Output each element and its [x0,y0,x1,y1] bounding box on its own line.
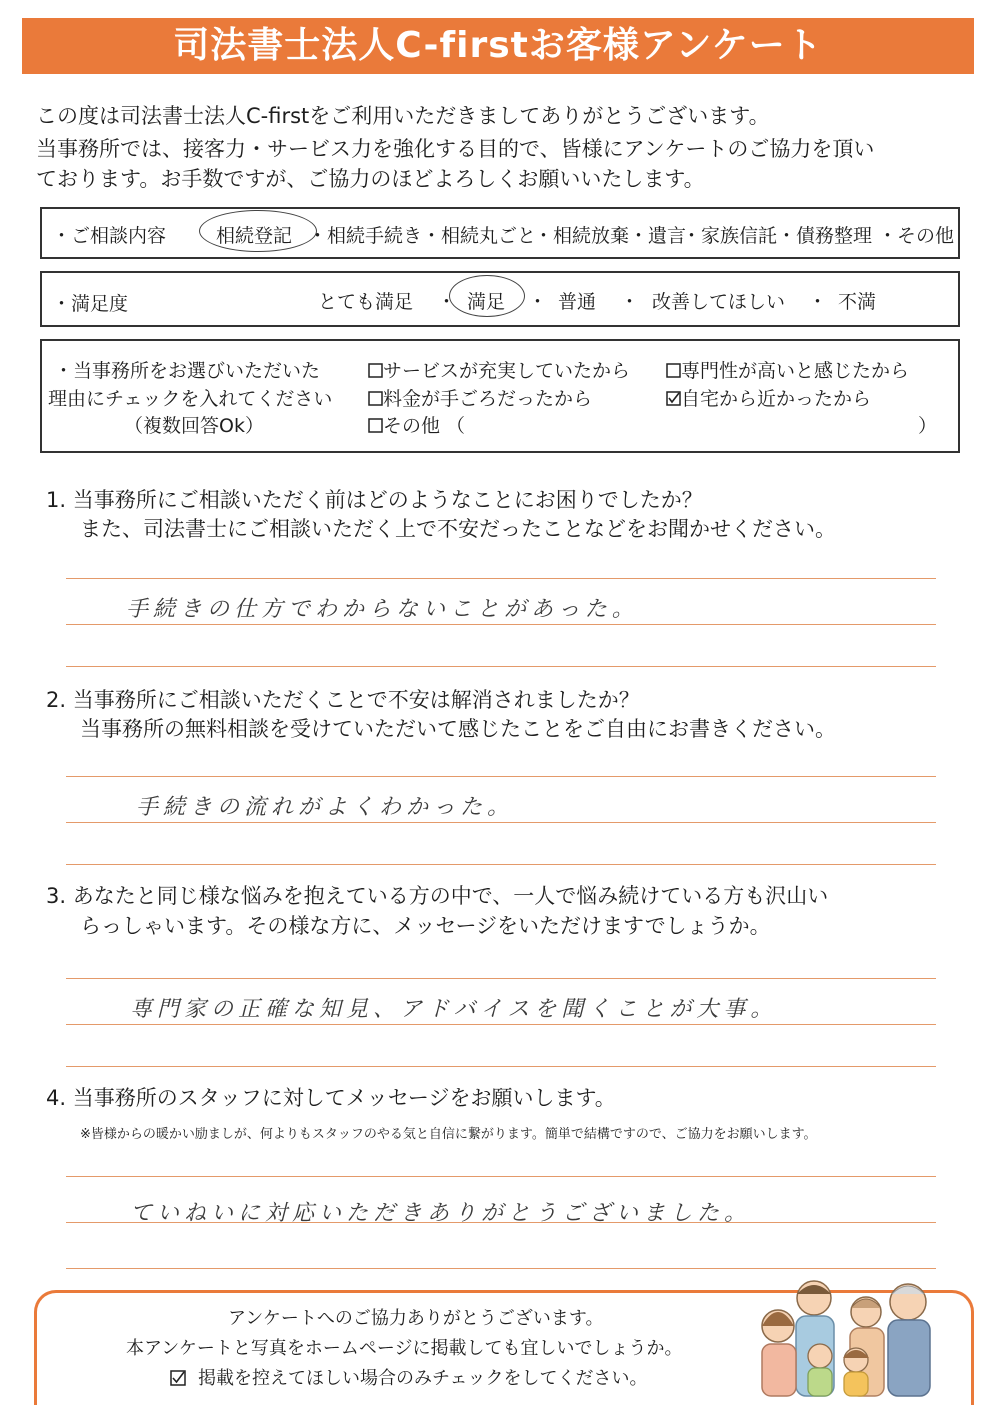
intro-line-1: この度は司法書士法人C-firstをご利用いただきましてありがとうございます。 [36,104,770,128]
separator: ・ [528,291,548,313]
satisfaction-label: ・満足度 [52,293,129,315]
footer-check-label: 掲載を控えてほしい場合のみチェックをしてください。 [198,1368,648,1389]
answer-rule [66,864,936,865]
satisfaction-option[interactable]: 改善してほしい [652,291,786,313]
question-1-line-2: また、司法書士にご相談いただく上で不安だったことなどをお聞かせください。 [80,517,836,541]
footer-line-2: 本アンケートと写真をホームページに掲載しても宜しいでしょうか。 [126,1338,683,1359]
checked-checkbox-icon [170,1370,186,1386]
answer-rule [66,1066,936,1067]
reason-label-3: （複数回答Ok） [124,415,264,437]
other-close-paren: ） [918,415,938,437]
checkbox-icon [368,363,383,378]
answer-rule [66,624,936,625]
separator: ・ [437,291,457,313]
consult-option[interactable]: ・家族信託 [682,225,778,247]
reason-checkbox-label: その他 （ [383,415,466,437]
answer-rule [66,978,936,979]
answer-rule [66,1176,936,1177]
reason-checkbox[interactable] [368,411,465,438]
header-banner [22,18,974,74]
reason-checkbox-label: 自宅から近かったから [681,388,872,410]
checkbox-icon [666,363,681,378]
satisfaction-option[interactable]: 不満 [838,291,877,313]
checkbox-icon [368,391,383,406]
question-3-line-2: らっしゃいます。その様な方に、メッセージをいただけますでしょうか。 [80,914,771,938]
question-1-line-1: 1. 当事務所にご相談いただく前はどのようなことにお困りでしたか？ [46,488,703,512]
answer-rule [66,822,936,823]
reason-checkbox-label: サービスが充実していたから [383,360,631,382]
answer-rule [66,1222,936,1223]
question-4-line-1: 4. 当事務所のスタッフに対してメッセージをお願いします。 [46,1086,616,1110]
consult-option[interactable]: ・相続手続き [308,225,423,247]
answer-rule [66,578,936,579]
question-2-line-2: 当事務所の無料相談を受けていただいて感じたことをご自由にお書きください。 [80,717,836,741]
satisfaction-option[interactable]: 普通 [558,291,597,313]
consult-option[interactable]: ・その他 [878,225,955,247]
reason-checkbox[interactable] [368,356,630,383]
satisfaction-box [40,271,960,327]
reason-checkbox-label: 料金が手ごろだったから [383,388,593,410]
checked-checkbox-icon [666,391,681,406]
answer-rule [66,1024,936,1025]
consult-box [40,207,960,259]
family-illustration [752,1268,958,1402]
answer-rule [66,666,936,667]
footer-line-1: アンケートへのご協力ありがとうございます。 [228,1308,604,1329]
question-4-note: ※皆様からの暖かい励ましが、何よりもスタッフのやる気と自信に繋がります。簡単で結構ですので、ご協力をお願いします。 [80,1127,817,1142]
reason-checkbox[interactable] [666,356,909,383]
intro-line-2: 当事務所では、接客力・サービス力を強化する目的で、皆様にアンケートのご協力を頂い [36,137,875,161]
answer-3[interactable]: 専門家の正確な知見、アドバイスを聞くことが大事。 [130,997,778,1022]
checkbox-icon [368,418,383,433]
satisfaction-option[interactable]: 満足 [467,291,506,313]
intro-line-3: ております。お手数ですが、ご協力のほどよろしくお願いいたします。 [36,167,705,191]
question-2-line-1: 2. 当事務所にご相談いただくことで不安は解消されましたか？ [46,688,640,712]
reason-checkbox-label: 専門性が高いと感じたから [681,360,910,382]
answer-rule [66,776,936,777]
consult-option[interactable]: 相続登記 [216,225,293,247]
reason-label-1: ・当事務所をお選びいただいた [54,360,321,382]
page-title: 司法書士法人C-firstお客様アンケート [173,25,823,66]
footer-consent-checkbox[interactable] [170,1364,647,1390]
question-3-line-1: 3. あなたと同じ様な悩みを抱えている方の中で、一人で悩み続けている方も沢山い [46,884,829,908]
consult-option[interactable]: ・債務整理 [777,225,873,247]
consult-option[interactable]: ・相続放棄 [534,225,630,247]
reason-label-2: 理由にチェックを入れてください [48,388,333,410]
consult-option[interactable]: ・相続丸ごと [422,225,537,247]
reason-box [40,339,960,453]
consult-label: ・ご相談内容 [52,225,167,247]
answer-4[interactable]: ていねいに対応いただきありがとうございました。 [130,1201,752,1226]
reason-checkbox[interactable] [368,384,592,411]
consult-option[interactable]: ・遺言 [629,225,687,247]
satisfaction-option[interactable]: とても満足 [318,291,414,313]
reason-checkbox[interactable] [666,384,871,411]
separator: ・ [808,291,828,313]
answer-2[interactable]: 手続きの流れがよくわかった。 [136,795,515,820]
separator: ・ [620,291,640,313]
answer-1[interactable]: 手続きの仕方でわからないことがあった。 [126,597,639,622]
